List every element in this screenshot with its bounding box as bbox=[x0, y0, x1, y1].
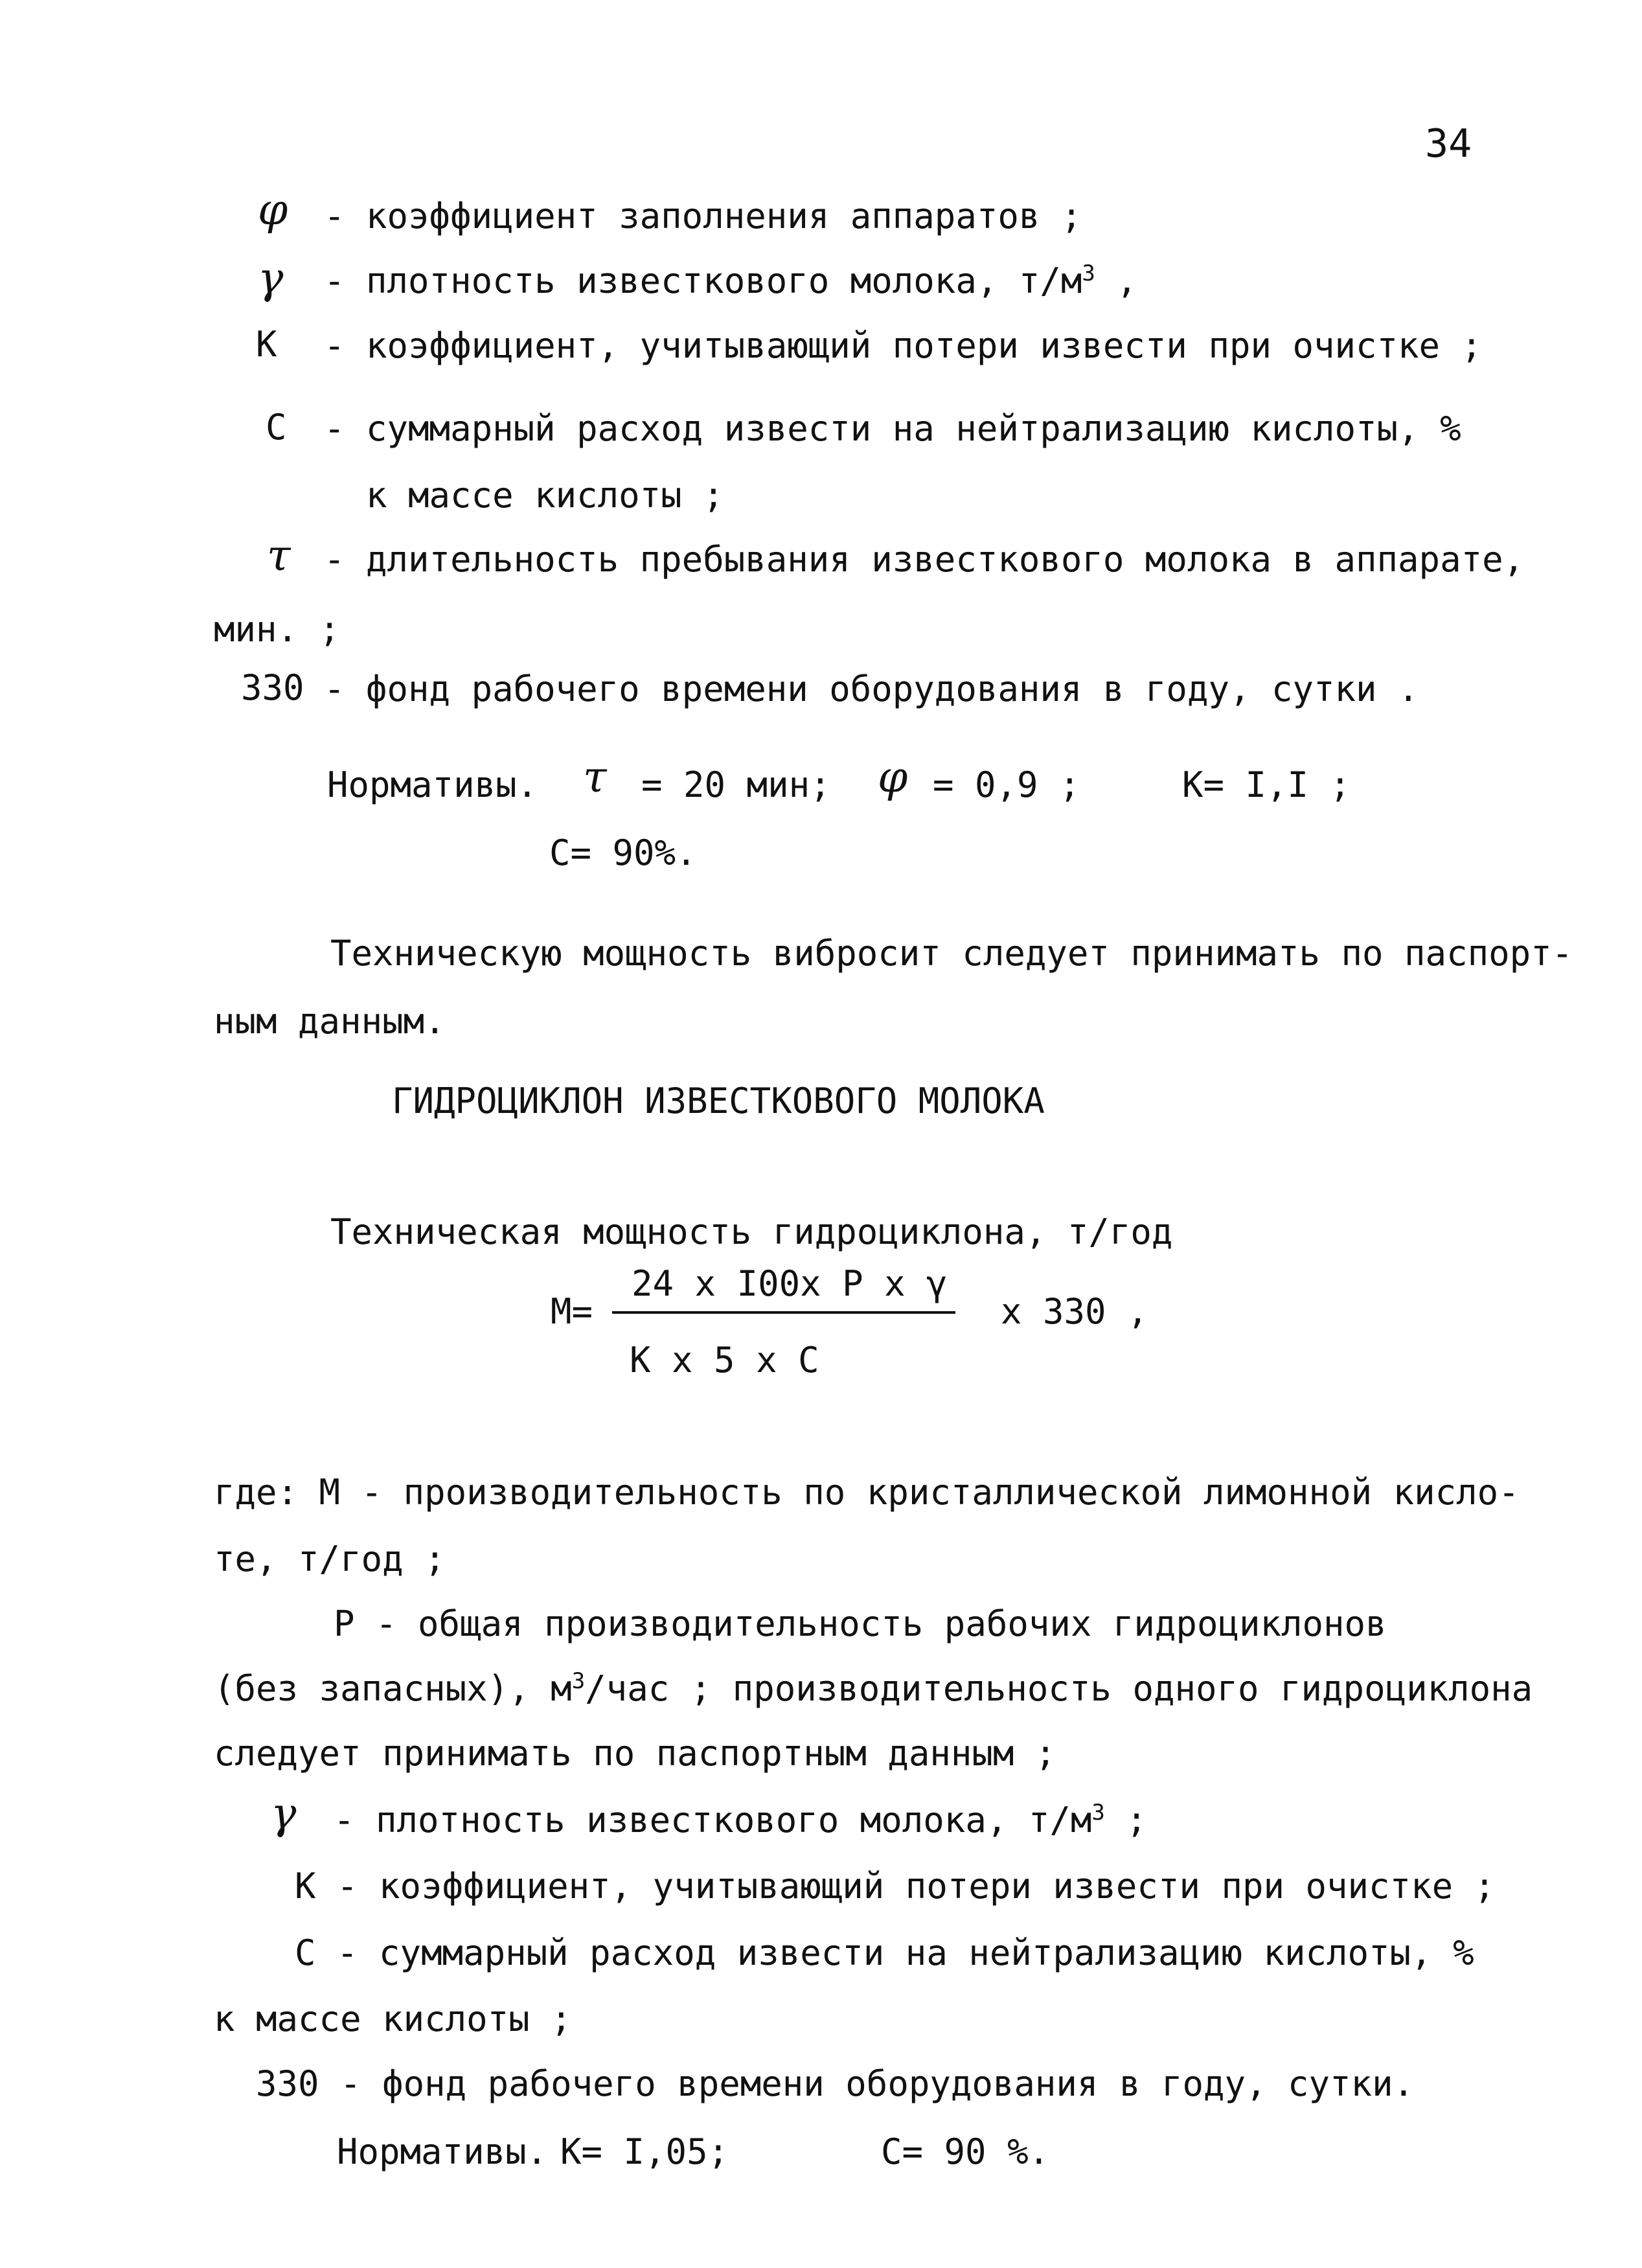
tau-symbol: τ bbox=[267, 531, 291, 580]
c-definition: - суммарный расход извести на нейтрализацию кислоты, % bbox=[324, 408, 1461, 449]
where-gamma-definition: - плотность известкового молока, $т/м^3$ ; bbox=[334, 1800, 1147, 1840]
phi-symbol: φ bbox=[258, 185, 288, 235]
section-title: ГИДРОЦИКЛОН ИЗВЕСТКОВОГО МОЛОКА bbox=[392, 1081, 1045, 1121]
k-definition: - коэффициент, учитывающий потери извести при очистке ; bbox=[324, 325, 1483, 366]
fund-definition: - фонд рабочего времени оборудования в году, сутки . bbox=[324, 669, 1419, 709]
gamma-symbol: γ bbox=[258, 253, 284, 303]
where-c-line2: к массе кислоты ; bbox=[214, 1999, 572, 2039]
vibro-text-line1: Техническую мощность вибросит следует принимать по паспорт- bbox=[330, 933, 1573, 974]
norms2-label: Нормативы. bbox=[337, 2131, 548, 2172]
where-c-line1: С - суммарный расход извести на нейтрализацию кислоты, % bbox=[295, 1932, 1474, 1973]
c-symbol: С bbox=[266, 407, 287, 448]
where-p-line3: следует принимать по паспортным данным ; bbox=[214, 1733, 1056, 1774]
page-number: 34 bbox=[1425, 121, 1472, 166]
k-symbol: К bbox=[256, 324, 277, 365]
where-m-line1: где: М - производительность по кристаллической лимонной кисло- bbox=[214, 1472, 1520, 1513]
vibro-text-line2: ным данным. bbox=[214, 1001, 446, 1042]
norms-label: Нормативы. bbox=[327, 764, 538, 805]
where-m-line2: те, т/год ; bbox=[214, 1539, 446, 1579]
phi-definition: - коэффициент заполнения аппаратов ; bbox=[324, 196, 1082, 236]
k-norm-value: К= I,I ; bbox=[1182, 764, 1351, 805]
where-p-line1: Р - общая производительность рабочих гидроциклонов bbox=[334, 1603, 1387, 1644]
where-gamma-symbol: γ bbox=[271, 1789, 297, 1838]
fund-symbol: 330 bbox=[241, 667, 304, 708]
where-k-line: К - коэффициент, учитывающий потери извести при очистке ; bbox=[295, 1866, 1496, 1907]
c-definition-cont: к массе кислоты ; bbox=[366, 475, 724, 516]
formula-suffix: x 330 , bbox=[1001, 1291, 1148, 1332]
phi-norm-symbol: φ bbox=[878, 752, 908, 802]
where-fund-line: 330 - фонд рабочего времени оборудования в году, сутки. bbox=[256, 2063, 1415, 2104]
norms2-k-value: К= I,05; bbox=[560, 2131, 729, 2172]
gamma-definition: - плотность известкового молока, $т/м^3$ , bbox=[324, 260, 1137, 301]
formula-numerator: 24 x I00x P x γ bbox=[632, 1263, 948, 1304]
where-p-line2: (без запасных), $м^3$/час ; производительность одного гидроциклона bbox=[214, 1668, 1533, 1709]
tau-definition-cont: мин. ; bbox=[214, 609, 341, 650]
tau-norm-value: = 20 мин; bbox=[641, 764, 831, 805]
phi-norm-value: = 0,9 ; bbox=[933, 764, 1080, 805]
tau-definition: - длительность пребывания известкового молока в аппарате, bbox=[324, 539, 1525, 580]
formula-lhs: М= bbox=[551, 1291, 593, 1332]
capacity-intro: Техническая мощность гидроциклона, т/год bbox=[330, 1211, 1173, 1252]
c-norm-value: С= 90%. bbox=[549, 832, 697, 873]
formula-denominator: К x 5 x С bbox=[630, 1340, 819, 1380]
norms2-c-value: С= 90 %. bbox=[881, 2131, 1050, 2172]
fraction-bar bbox=[612, 1311, 955, 1314]
tau-norm-symbol: τ bbox=[583, 752, 607, 802]
